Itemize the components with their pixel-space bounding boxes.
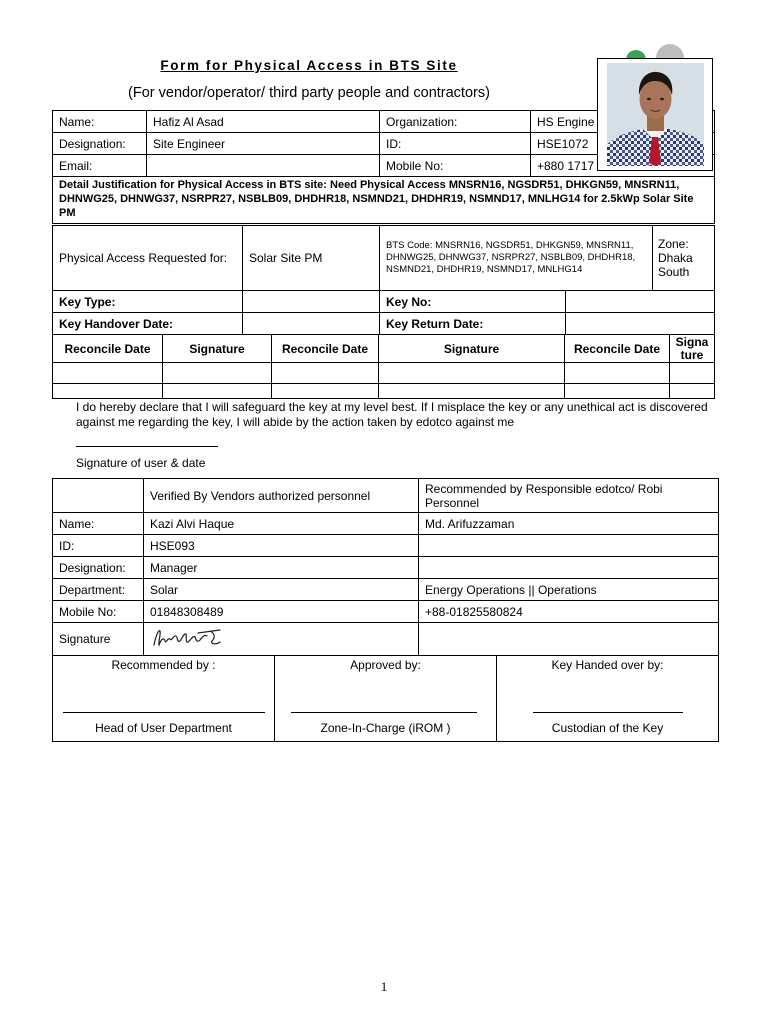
recommender-mobile[interactable]: +88-01825580824 (419, 601, 719, 623)
mobile-value[interactable]: +880 1717 (531, 155, 715, 177)
justification-text: Detail Justification for Physical Access in BTS site: Need Physical Access MNSRN16, NGSDR51, DHKGN59, MNSRN11, DHNWG25, DHNWG37, NSRPR27, NSBLB09, DHDHR18, NSMND21, DHDHR19, NSMND17, MNLHG14 for 2.5kWp Solar Site PM (53, 177, 715, 224)
reconcile-table (52, 334, 715, 399)
reconcile-cell[interactable] (163, 384, 272, 399)
reconcile-cell[interactable] (670, 363, 715, 384)
reconcile-cell[interactable] (272, 363, 379, 384)
declaration-text: I do hereby declare that I will safeguard the key at my level best. If I misplace the key or any unethical act is discovered against me regarding the key, I will abide by the action taken by edotco against me (76, 400, 708, 429)
key-handed-over-label: Key Handed over by: (551, 658, 664, 672)
email-label: Email: (53, 155, 147, 177)
recommender-id[interactable] (419, 535, 719, 557)
key-type-label: Key Type: (53, 291, 243, 313)
approvals-table (52, 655, 719, 742)
designation-value[interactable]: Site Engineer (147, 133, 380, 155)
recommender-department[interactable]: Energy Operations || Operations (419, 579, 719, 601)
head-of-department-role: Head of User Department (95, 721, 232, 735)
verification-row-label: Mobile No: (53, 601, 144, 623)
handwritten-signature-icon (150, 625, 230, 651)
verifier-mobile[interactable]: 01848308489 (144, 601, 419, 623)
recommended-by-label: Recommended by : (111, 658, 216, 672)
access-requested-label: Physical Access Requested for: (53, 226, 243, 291)
reconcile-cell[interactable] (379, 384, 565, 399)
access-requested-value[interactable]: Solar Site PM (243, 226, 380, 291)
bts-codes: BTS Code: MNSRN16, NGSDR51, DHKGN59, MNSRN11, DHNWG25, DHNWG37, NSRPR27, NSBLB09, DHDHR18, NSMND21, DHDHR19, NSMND17, MNLHG14 (380, 226, 653, 291)
verifier-designation[interactable]: Manager (144, 557, 419, 579)
key-no-label: Key No: (380, 291, 566, 313)
user-signature-label: Signature of user & date (76, 456, 206, 470)
verified-by-header: Verified By Vendors authorized personnel (144, 479, 419, 513)
reconcile-header: Reconcile Date (565, 335, 670, 363)
custodian-signature-line[interactable] (533, 712, 683, 714)
id-value[interactable]: HSE1072 (531, 133, 715, 155)
verification-row-label: ID: (53, 535, 144, 557)
key-handover-value[interactable] (243, 313, 380, 335)
key-handover-label: Key Handover Date: (53, 313, 243, 335)
key-table (52, 290, 715, 335)
verifier-signature[interactable] (144, 623, 419, 656)
reconcile-cell[interactable] (565, 384, 670, 399)
reconcile-header: Signature (379, 335, 565, 363)
mobile-label: Mobile No: (380, 155, 531, 177)
applicant-photo (607, 63, 704, 166)
recommender-name[interactable]: Md. Arifuzzaman (419, 513, 719, 535)
organization-value[interactable]: HS Engine (531, 111, 715, 133)
reconcile-cell[interactable] (163, 363, 272, 384)
page-number: 1 (380, 979, 388, 994)
head-signature-line[interactable] (63, 712, 265, 714)
recommended-by-header: Recommended by Responsible edotco/ Robi Personnel (419, 479, 719, 513)
verifier-department[interactable]: Solar (144, 579, 419, 601)
name-label: Name: (53, 111, 147, 133)
zone-in-charge-role: Zone-In-Charge (iROM ) (320, 721, 451, 735)
zone: Zone: Dhaka South (653, 226, 715, 291)
reconcile-cell[interactable] (53, 384, 163, 399)
email-value[interactable] (147, 155, 380, 177)
form-subtitle: (For vendor/operator/ third party people and contractors) (128, 85, 490, 101)
person-portrait-icon (607, 63, 704, 166)
reconcile-header: Reconcile Date (272, 335, 379, 363)
reconcile-cell[interactable] (379, 363, 565, 384)
reconcile-header: Signa ture (670, 335, 715, 363)
reconcile-header: Reconcile Date (53, 335, 163, 363)
verification-row-label: Department: (53, 579, 144, 601)
reconcile-cell[interactable] (565, 363, 670, 384)
zone-in-charge-signature-line[interactable] (291, 712, 477, 714)
reconcile-cell[interactable] (670, 384, 715, 399)
signature-label: Signature (53, 623, 144, 656)
custodian-role: Custodian of the Key (551, 721, 664, 735)
recommender-designation[interactable] (419, 557, 719, 579)
verifier-name[interactable]: Kazi Alvi Haque (144, 513, 419, 535)
form-title: Form for Physical Access in BTS Site (160, 58, 458, 73)
name-value[interactable]: Hafiz Al Asad (147, 111, 380, 133)
verification-row-label: Designation: (53, 557, 144, 579)
verifier-id[interactable]: HSE093 (144, 535, 419, 557)
key-no-value[interactable] (566, 291, 715, 313)
key-return-value[interactable] (566, 313, 715, 335)
verification-row-label: Name: (53, 513, 144, 535)
organization-label: Organization: (380, 111, 531, 133)
reconcile-cell[interactable] (272, 384, 379, 399)
user-signature-line[interactable] (76, 446, 218, 448)
key-type-value[interactable] (243, 291, 380, 313)
approved-by-label: Approved by: (350, 658, 421, 672)
verification-table (52, 478, 719, 656)
recommender-signature[interactable] (419, 623, 719, 656)
designation-label: Designation: (53, 133, 147, 155)
reconcile-header: Signature (163, 335, 272, 363)
reconcile-cell[interactable] (53, 363, 163, 384)
key-return-label: Key Return Date: (380, 313, 566, 335)
id-label: ID: (380, 133, 531, 155)
access-table (52, 225, 715, 291)
